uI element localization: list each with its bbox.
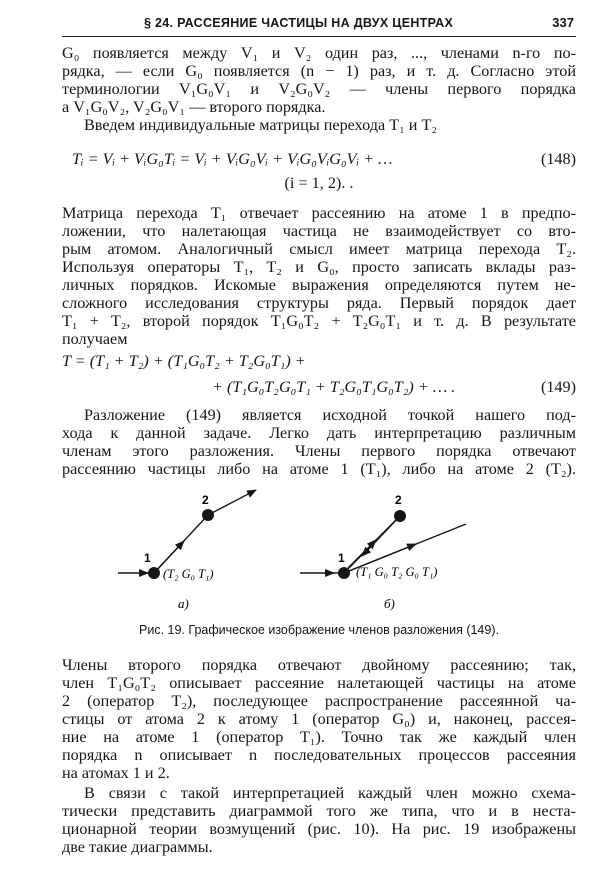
text-line: личных порядков. Искомые выражения определяются путем не- <box>62 276 576 294</box>
equation-149-line1: T = (T₁ + T₂) + (T₁G₀T₂ + T₂G₀T₁) + <box>62 352 306 370</box>
text-line: порядка n описывает n последовательных процессов рассеяния <box>62 746 576 764</box>
text-line: G₀ появляется между V₁ и V₂ один раз, ..., членами n-го по- <box>62 44 576 62</box>
subfigure-label-b: б) <box>384 596 395 611</box>
text-line: В связи с такой интерпретацией каждый член можно схема- <box>84 784 576 802</box>
text-line: Введем индивидуальные матрицы перехода T₁ и T₂ <box>84 116 438 134</box>
running-header <box>62 14 576 37</box>
term-label-b: (T₁ G₀ T₂ G₀ T₁) <box>356 565 438 579</box>
equation-number-148: (148) <box>540 150 576 168</box>
atom-1-dot <box>148 567 160 579</box>
text-line: а V₁G₀V₂, V₂G₀V₁ — второго порядка. <box>62 98 326 116</box>
text-line: Матрица перехода T₁ отвечает рассеянию на атоме 1 в предпо- <box>62 204 576 222</box>
text-line: сложного исследования структуры ряда. Первый порядок дает <box>62 294 576 312</box>
propagation-arrow-2 <box>362 516 400 556</box>
text-line: рым атомом. Аналогичный смысл имеет матрица перехода T₂. <box>62 240 576 258</box>
text-line: членам этого разложения. Члены первого порядка отвечают <box>62 442 576 460</box>
equation-148-condition: (i = 1, 2). . <box>284 174 354 192</box>
page-number: 337 <box>552 15 574 30</box>
atom-1-dot <box>338 567 350 579</box>
text-line: 2 (оператор T₂), последующее распространение рассеянной ча- <box>62 692 576 710</box>
text-line: Разложение (149) является исходной точкой нашего под- <box>84 406 576 424</box>
diagram-b <box>300 493 466 611</box>
atom-2-label: 2 <box>395 493 402 507</box>
text-line: рядка, — если G₀ появляется (n − 1) раз, и т. д. Согласно этой <box>62 62 576 80</box>
text-line: T₁ + T₂, второй порядок T₁G₀T₂ + T₂G₀T₁ и т. д. В результате <box>62 312 576 330</box>
text-line: член T₁G₀T₂ описывает рассеяние налетающей частицы на атоме <box>62 674 576 692</box>
text-line: получаем <box>62 330 128 348</box>
text-line: стицы от атома 2 к атому 1 (оператор G₀) и, наконец, рассея- <box>62 710 576 728</box>
atom-2-dot <box>394 510 406 522</box>
term-label-a: (T₂ G₀ T₁) <box>163 567 214 581</box>
text-line: тически представить диаграммой того же типа, что и в неста- <box>62 802 576 820</box>
equation-number-149: (149) <box>540 378 576 396</box>
atom-2-label: 2 <box>202 493 209 507</box>
text-line: ние на атоме 1 (оператор T₁). Точно так же каждый член <box>62 728 576 746</box>
diagram-a <box>118 490 256 611</box>
text-line: Используя операторы T₁, T₂ и G₀, просто записать вклады раз- <box>62 258 576 276</box>
atom-1-label: 1 <box>338 551 345 565</box>
subfigure-label-a: а) <box>178 596 189 611</box>
text-line: на атомах 1 и 2. <box>62 764 170 782</box>
text-line: две такие диаграммы. <box>62 838 213 856</box>
text-line: ложении, что налетающая частица не взаимодействует со вто- <box>62 222 576 240</box>
text-line: хода к данной задаче. Легко дать интерпретацию различным <box>62 424 576 442</box>
outgoing-arrow <box>208 490 256 515</box>
section-title: § 24. РАССЕЯНИЕ ЧАСТИЦЫ НА ДВУХ ЦЕНТРАХ <box>144 16 454 30</box>
atom-1-label: 1 <box>144 551 151 565</box>
text-line: рассеянию частицы либо на атоме 1 (T₁), либо на атоме 2 (T₂). <box>62 460 576 478</box>
text-line: Члены второго порядка отвечают двойному рассеянию; так, <box>62 656 576 674</box>
text-line: терминологии V₁G₀V₁ и V₂G₀V₂ — члены первого порядка <box>62 80 576 98</box>
figure-19 <box>62 488 576 638</box>
figure-caption: Рис. 19. Графическое изображение членов разложения (149). <box>139 623 499 637</box>
text-line: ционарной теории возмущений (рис. 10). На рис. 19 изображены <box>62 820 576 838</box>
equation-148: Tᵢ = Vᵢ + VᵢG₀Tᵢ = Vᵢ + VᵢG₀Vᵢ + VᵢG₀VᵢG₀Vᵢ + … <box>72 150 393 168</box>
atom-2-dot <box>202 509 214 521</box>
equation-149-line2: + (T₁G₀T₂G₀T₁ + T₂G₀T₁G₀T₂) + … . <box>212 378 456 396</box>
